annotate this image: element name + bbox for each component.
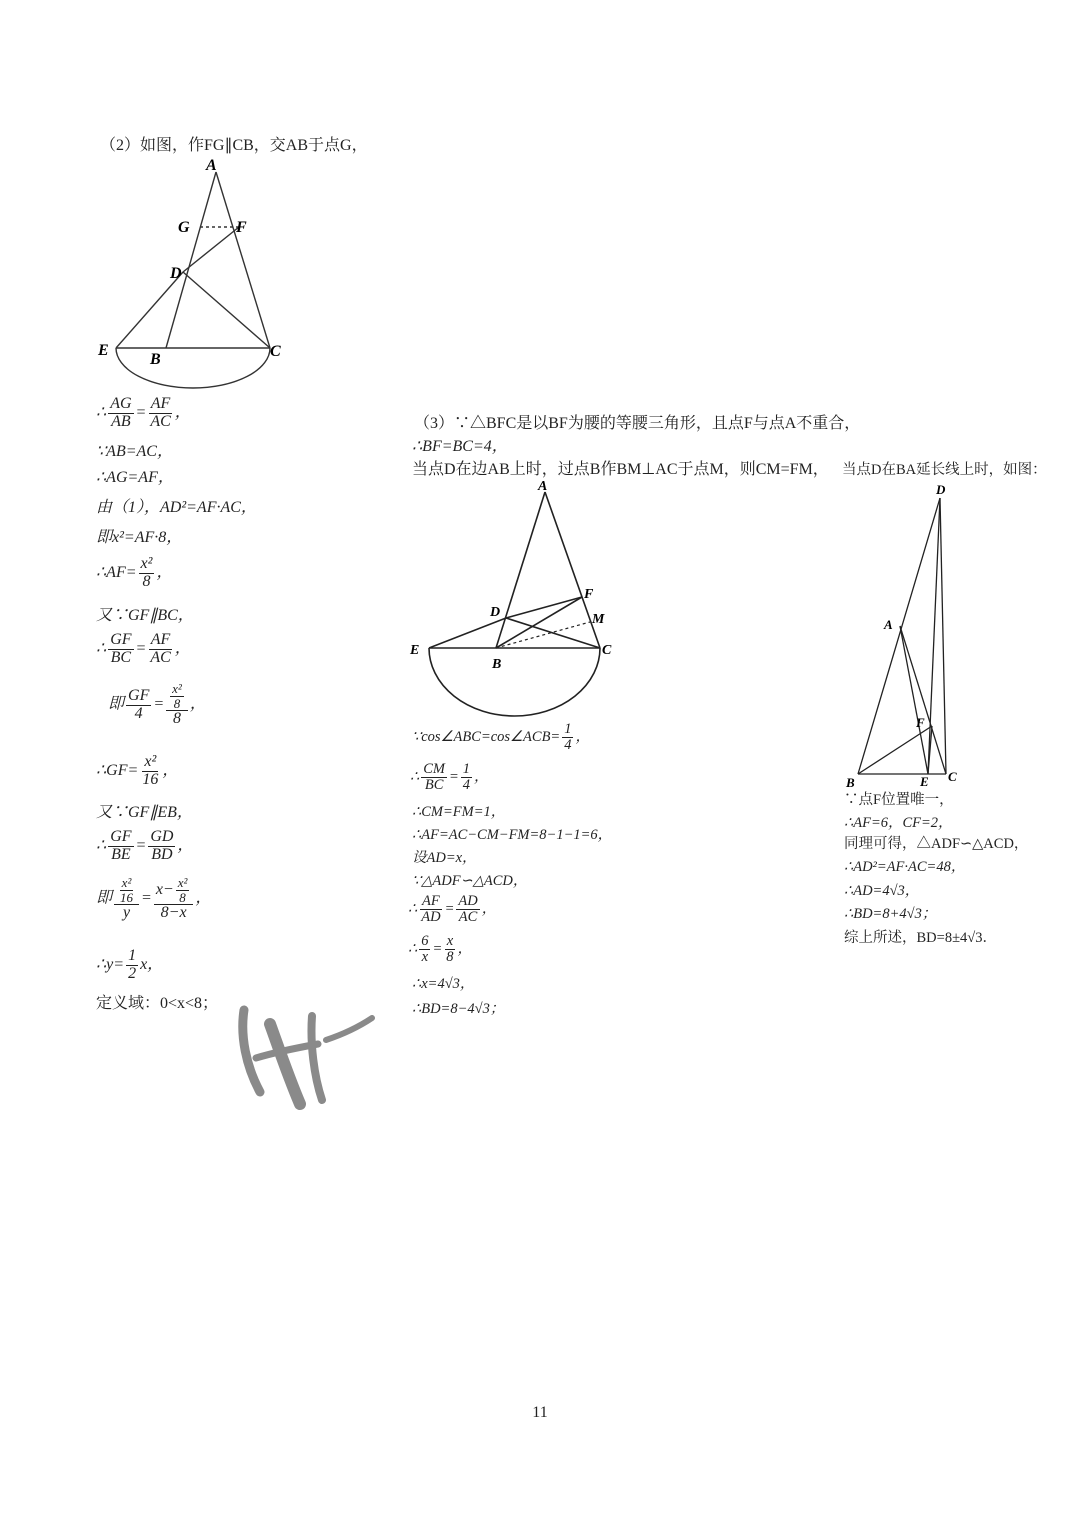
p2-step-7: 又∵GF∥BC， (96, 607, 194, 624)
p2-step-8: ∴ $\frac{GF}{BC}$ = $\frac{AF}{AC}$ ， (96, 631, 191, 666)
p2-step-12: ∴ $\frac{GF}{BE}$ = $\frac{GD}{BD}$ ， (96, 828, 194, 863)
label-F: F (584, 587, 594, 602)
arc-EC (429, 648, 600, 716)
label-D: D (490, 605, 501, 620)
seg-DE (429, 618, 506, 648)
p2-step-9: 即 $\frac{GF}{4}$ = $\frac{\frac{\text{x²}}{8}}{8}$ ， (108, 681, 206, 728)
p2-step-10: ∴GF= $\frac{\text{x²}}{16}$ ， (96, 753, 179, 788)
part3-calc-4: ∴AF=AC−CM−FM=8−1−1=6， (412, 827, 613, 843)
p2-step-1: ∴ $\frac{AG}{AB}$ = $\frac{AF}{AC}$ ， (96, 395, 191, 430)
part3-calc-6: ∵△ADF∽△ACD， (412, 873, 528, 889)
part2-header: （2）如图，作FG∥CB，交AB于点G， (100, 137, 368, 154)
seg-AC (216, 172, 270, 348)
p2-step-3: ∴AG=AF， (96, 469, 174, 486)
watermark-brush-stroke (226, 996, 376, 1112)
label-A: A (538, 479, 548, 494)
seg-DF (183, 227, 239, 272)
seg-DE (116, 272, 183, 348)
part3-calc-10: ∴BD=8−4√3； (412, 1001, 505, 1017)
part3b-line-1: ∵点F位置唯一， (844, 792, 954, 808)
part3b-line-4: ∴AD²=AF·AC=48， (844, 859, 966, 875)
part3-calc-9: ∴x=4√3， (412, 976, 475, 992)
part3-line-1: ∴BF=BC=4， (412, 438, 508, 455)
part3b-line-3: 同理可得，△ADF∽△ACD， (844, 836, 1029, 852)
seg-AC (900, 626, 946, 774)
part3-calc-3: ∴CM=FM=1， (412, 804, 506, 820)
label-F: F (916, 715, 925, 730)
label-D: D (170, 265, 182, 282)
seg-DE (928, 498, 940, 774)
label-A: A (884, 617, 893, 632)
part3-calc-5: 设AD=x， (412, 850, 477, 866)
part3b-line-6: ∴BD=8+4√3； (844, 906, 937, 922)
seg-DF (506, 597, 582, 618)
seg-BF (858, 726, 932, 774)
arc-EC (116, 348, 270, 388)
part3b-line-5: ∴AD=4√3， (844, 883, 920, 899)
seg-AE (900, 626, 928, 774)
label-F: F (236, 219, 247, 236)
label-E: E (98, 342, 109, 359)
part3b-header: 当点D在BA延长线上时，如图： (842, 462, 1047, 478)
label-M: M (592, 612, 605, 627)
part3-figure (404, 476, 634, 724)
p2-step-2: ∵AB=AC， (96, 443, 173, 460)
p2-step-4: 由（1），AD²=AF·AC， (96, 499, 257, 516)
label-C: C (948, 769, 957, 784)
page-number: 11 (532, 1404, 548, 1421)
seg-BM-dashed (496, 622, 590, 648)
label-C: C (270, 343, 281, 360)
label-C: C (602, 643, 612, 658)
seg-DC (183, 272, 270, 348)
part2-figure (92, 156, 402, 392)
part3-line-2: 当点D在边AB上时，过点B作BM⊥AC于点M，则CM=FM， (412, 461, 829, 478)
label-A: A (206, 157, 217, 174)
label-D: D (936, 482, 946, 497)
seg-BD (858, 498, 940, 774)
seg-AB (496, 492, 545, 648)
seg-AB (166, 172, 216, 348)
label-E: E (410, 643, 420, 658)
part3-calc-7: ∴ $\frac{AF}{AD}$ = $\frac{AD}{AC}$ ， (408, 893, 497, 926)
part3b-line-2: ∴AF=6，CF=2， (844, 815, 953, 831)
label-E: E (920, 774, 929, 789)
part3b-line-7: 综上所述，BD=8±4√3． (844, 930, 997, 946)
part3-calc-8: ∴ $\frac{6}{x}$ = $\frac{x}{8}$ ， (408, 933, 473, 966)
seg-DC (940, 498, 946, 774)
p2-step-5: 即x²=AF·8， (96, 529, 183, 546)
part3-header: （3）∵△BFC是以BF为腰的等腰三角形，且点F与点A不重合， (414, 415, 861, 432)
p2-step-15: 定义域：0<x<8； (96, 995, 219, 1012)
part3b-figure (836, 478, 972, 792)
p2-step-13: 即 $\frac{\frac{\text{x²}}{16}}{y}$ = x− $\frac{\text{x²}}{8}$ 8−x ， (96, 875, 212, 922)
p2-step-14: ∴y= $\frac{1}{2}$ x， (96, 947, 164, 982)
label-B: B (150, 351, 161, 368)
label-G: G (178, 219, 190, 236)
label-B: B (846, 775, 855, 790)
p2-step-6: ∴AF= $\frac{\text{x²}}{8}$ ， (96, 555, 173, 590)
part3-calc-1: ∵cos∠ABC=cos∠ACB= $\frac{1}{4}$ ， (412, 721, 590, 754)
part3-calc-2: ∴ $\frac{CM}{BC}$ = $\frac{1}{4}$ ， (410, 761, 489, 794)
p2-step-11: 又∵GF∥EB， (96, 804, 193, 821)
label-B: B (492, 657, 502, 672)
